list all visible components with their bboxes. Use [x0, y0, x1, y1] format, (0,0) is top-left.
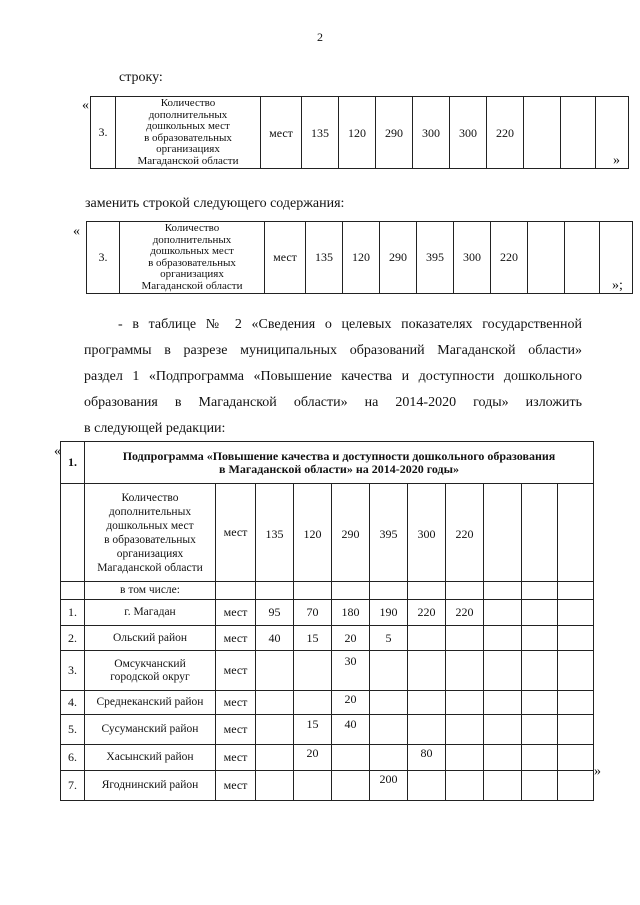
unit-cell: мест — [216, 600, 256, 626]
row-number — [61, 484, 85, 582]
including-row — [61, 582, 594, 600]
value-cell — [256, 715, 294, 745]
amendment-paragraph — [84, 312, 582, 442]
value-cell — [256, 745, 294, 771]
table-row — [61, 651, 594, 691]
value-cell: 120 — [339, 97, 376, 169]
value-cell — [484, 484, 522, 582]
value-cell: 135 — [302, 97, 339, 169]
value-cell: 15 — [294, 626, 332, 651]
district-name: Ольский район — [85, 626, 216, 651]
value-cell — [370, 691, 408, 715]
district-name: Сусуманский район — [85, 715, 216, 745]
value-cell: 95 — [256, 600, 294, 626]
value-cell — [522, 600, 558, 626]
row-number: 3. — [61, 651, 85, 691]
value-cell — [408, 626, 446, 651]
value-cell: 220 — [446, 600, 484, 626]
replace-label: заменить строкой следующего содержания: — [85, 196, 345, 211]
new-row-table — [86, 221, 633, 294]
row-number: 6. — [61, 745, 85, 771]
value-cell: 180 — [332, 600, 370, 626]
row-number: 3. — [87, 222, 120, 294]
quote-open-1: « — [82, 98, 89, 113]
unit-cell: мест — [216, 771, 256, 801]
paragraph-line: - в таблице № 2 «Сведения о целевых показателях государственной — [118, 317, 582, 332]
district-name: Омсукчанский городской округ — [85, 651, 216, 691]
value-cell — [522, 484, 558, 582]
including-label: в том числе: — [85, 582, 216, 600]
value-cell — [446, 745, 484, 771]
value-cell: 135 — [306, 222, 343, 294]
value-cell — [558, 745, 594, 771]
value-cell — [484, 771, 522, 801]
value-cell — [522, 626, 558, 651]
value-cell: 20 — [294, 745, 332, 771]
value-cell: 20 — [332, 626, 370, 651]
value-cell — [408, 691, 446, 715]
paragraph-line: образования в Магаданской области» на 2014-2020 годы» изложить — [84, 395, 582, 410]
value-cell — [558, 715, 594, 745]
value-cell — [484, 651, 522, 691]
value-cell — [370, 715, 408, 745]
table-row — [61, 745, 594, 771]
table-row — [61, 771, 594, 801]
value-cell: 220 — [446, 484, 484, 582]
value-cell: 220 — [487, 97, 524, 169]
value-cell: 135 — [256, 484, 294, 582]
value-cell — [561, 97, 596, 169]
value-cell: 40 — [332, 715, 370, 745]
value-cell — [256, 771, 294, 801]
quote-open-3: « — [54, 444, 61, 459]
value-cell — [558, 626, 594, 651]
value-cell — [558, 600, 594, 626]
value-cell: 290 — [380, 222, 417, 294]
value-cell — [522, 651, 558, 691]
row-number: 3. — [91, 97, 116, 169]
value-cell — [370, 651, 408, 691]
value-cell: 120 — [294, 484, 332, 582]
value-cell — [408, 651, 446, 691]
row-number: 7. — [61, 771, 85, 801]
quote-open-2: « — [73, 224, 80, 239]
value-cell — [558, 484, 594, 582]
value-cell — [446, 651, 484, 691]
value-cell — [256, 651, 294, 691]
value-cell — [522, 745, 558, 771]
value-cell — [484, 626, 522, 651]
value-cell — [294, 691, 332, 715]
value-cell: 300 — [454, 222, 491, 294]
value-cell: 200 — [370, 771, 408, 801]
unit-cell: мест — [216, 484, 256, 582]
unit-cell: мест — [265, 222, 306, 294]
value-cell: 395 — [417, 222, 454, 294]
district-name: Хасынский район — [85, 745, 216, 771]
section-header-row — [61, 442, 594, 484]
indicator-name: Количество дополнительных дошкольных мест в образовательных организациях Магаданской области — [85, 484, 216, 582]
row-number — [61, 582, 85, 600]
paragraph-line: программы в разрезе муниципальных образований Магаданской области» — [84, 343, 582, 358]
section-number: 1. — [61, 442, 85, 484]
value-cell — [446, 691, 484, 715]
table-row — [61, 691, 594, 715]
value-cell: 220 — [408, 600, 446, 626]
value-cell — [408, 771, 446, 801]
value-cell — [484, 715, 522, 745]
value-cell — [522, 715, 558, 745]
value-cell — [256, 691, 294, 715]
value-cell: 15 — [294, 715, 332, 745]
district-name: Среднеканский район — [85, 691, 216, 715]
value-cell — [484, 745, 522, 771]
paragraph-line: в следующей редакции: — [84, 421, 226, 436]
row-number: 4. — [61, 691, 85, 715]
unit-cell: мест — [216, 626, 256, 651]
quote-close-3: » — [594, 764, 601, 779]
value-cell: 300 — [413, 97, 450, 169]
row-number: 5. — [61, 715, 85, 745]
paragraph-line: раздел 1 «Подпрограмма «Повышение качества и доступности дошкольного — [84, 369, 582, 384]
section-title: Подпрограмма «Повышение качества и доступности дошкольного образования в Магаданской области» на 2014-2020 годы» — [85, 442, 594, 484]
value-cell: 190 — [370, 600, 408, 626]
value-cell — [558, 771, 594, 801]
value-cell — [565, 222, 600, 294]
district-name: Ягоднинский район — [85, 771, 216, 801]
value-cell: 290 — [376, 97, 413, 169]
value-cell — [596, 97, 629, 169]
value-cell — [558, 651, 594, 691]
value-cell: 30 — [332, 651, 370, 691]
value-cell: 5 — [370, 626, 408, 651]
value-cell: 20 — [332, 691, 370, 715]
value-cell — [524, 97, 561, 169]
table-row — [61, 600, 594, 626]
total-row — [61, 484, 594, 582]
unit-cell: мест — [216, 715, 256, 745]
indicator-name: Количество дополнительных дошкольных мест в образовательных организациях Магаданской области — [120, 222, 265, 294]
value-cell: 300 — [450, 97, 487, 169]
value-cell — [446, 771, 484, 801]
district-name: г. Магадан — [85, 600, 216, 626]
unit-cell: мест — [261, 97, 302, 169]
indicator-name: Количество дополнительных дошкольных мест в образовательных организациях Магаданской области — [116, 97, 261, 169]
value-cell — [332, 771, 370, 801]
table-row — [87, 222, 633, 294]
value-cell — [484, 691, 522, 715]
value-cell — [446, 715, 484, 745]
table-row — [61, 626, 594, 651]
value-cell — [408, 715, 446, 745]
value-cell: 70 — [294, 600, 332, 626]
row-number: 2. — [61, 626, 85, 651]
value-cell — [522, 691, 558, 715]
value-cell: 395 — [370, 484, 408, 582]
unit-cell: мест — [216, 651, 256, 691]
value-cell: 220 — [491, 222, 528, 294]
quote-close-1: » — [613, 153, 620, 168]
page-number: 2 — [317, 30, 323, 44]
unit-cell: мест — [216, 745, 256, 771]
value-cell — [294, 771, 332, 801]
value-cell: 40 — [256, 626, 294, 651]
value-cell — [370, 745, 408, 771]
value-cell — [558, 691, 594, 715]
value-cell: 300 — [408, 484, 446, 582]
table-row — [91, 97, 629, 169]
value-cell — [522, 771, 558, 801]
value-cell: 120 — [343, 222, 380, 294]
value-cell: 290 — [332, 484, 370, 582]
value-cell — [446, 626, 484, 651]
value-cell — [294, 651, 332, 691]
row-number: 1. — [61, 600, 85, 626]
section-table — [60, 441, 594, 801]
intro-label: строку: — [119, 70, 163, 85]
quote-close-semicolon-2: »; — [612, 278, 623, 293]
value-cell: 80 — [408, 745, 446, 771]
value-cell — [332, 745, 370, 771]
value-cell — [528, 222, 565, 294]
unit-cell: мест — [216, 691, 256, 715]
table-row — [61, 715, 594, 745]
value-cell — [484, 600, 522, 626]
old-row-table — [90, 96, 629, 169]
